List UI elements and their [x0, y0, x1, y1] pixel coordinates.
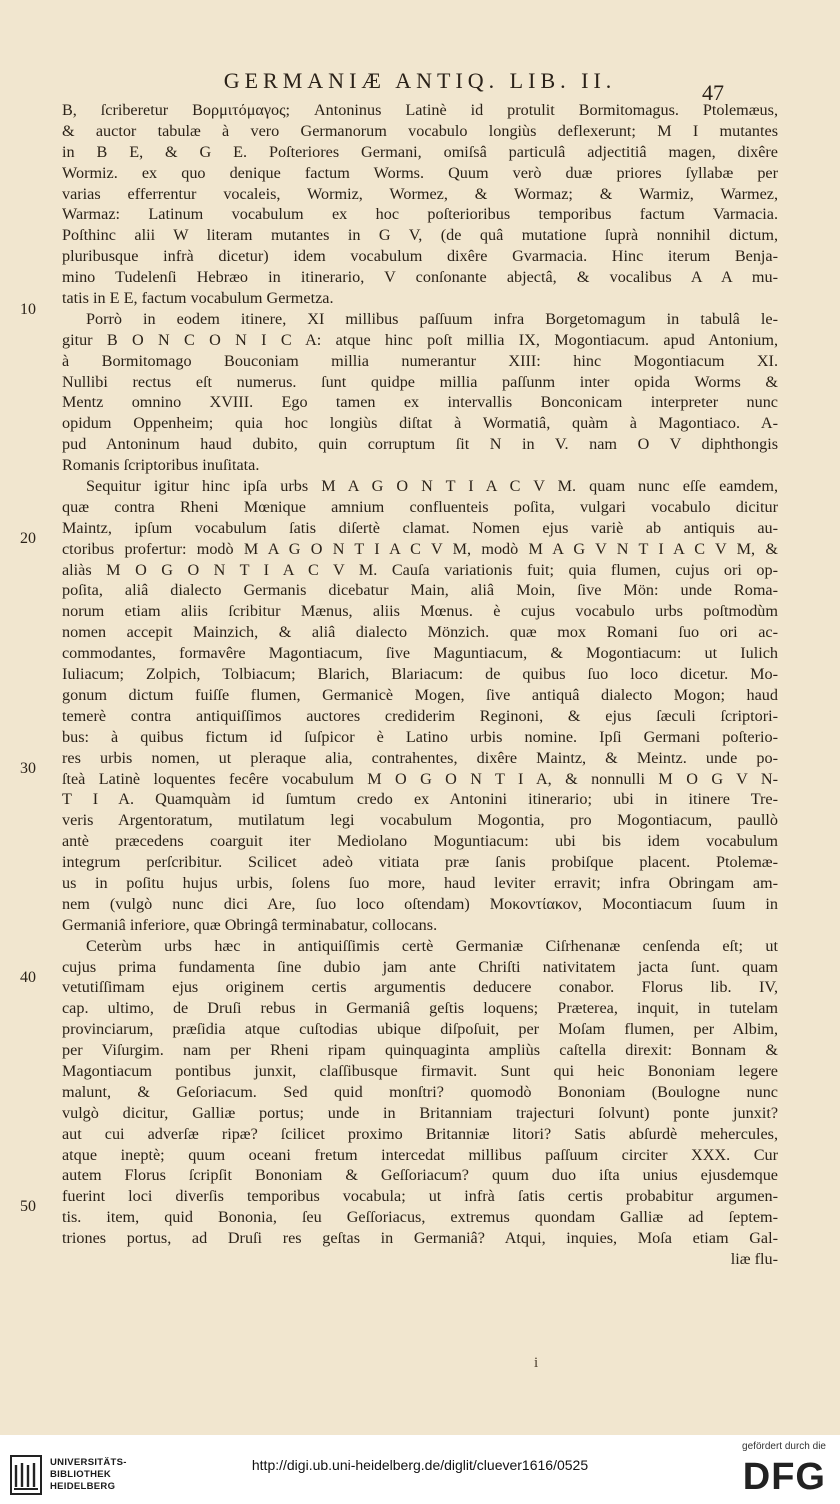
- text-line: temerè contra antiquiſſimos auctores crediderim Reginoni, & ejus ſæculi ſcriptori-: [62, 706, 778, 725]
- text-line: ctoribus profertur: modò M A G O N T I A C V M, modò M A G V N T I A C V M, &: [62, 539, 778, 558]
- text-line: in B E, & G E. Poſteriores Germani, omiſsâ particulâ adjectitiâ magen, dixêre: [62, 142, 778, 161]
- text-line: provinciarum, præſidia atque cuſtodias ubique diſpoſuit, per Moſam flumen, per Albim,: [62, 1020, 778, 1039]
- text-line: mino Tudelenſi Hebræo in itinerario, V conſonante abjectâ, & vocalibus A A mu-: [62, 268, 778, 287]
- text-line: gonum dictum fuiſſe flumen, Germanicè Mogen, ſive antiquâ dialecto Mogon; haud: [62, 685, 778, 704]
- dfg-logo: DFG: [742, 1456, 826, 1498]
- text-line: opidum Oppenheim; quia hoc longiùs diſtat à Wormatiâ, quàm à Magontiaco. A-: [62, 414, 778, 433]
- text-line: aliàs M O G O N T I A C V M. Cauſa variationis fuit; quia flumen, cujus ori op-: [62, 560, 778, 579]
- text-line: integrum perſcribitur. Scilicet adeò vitiata præ ſanis probiſque placent. Ptolemæ-: [62, 853, 778, 872]
- text-line: Nullibi rectus eſt numerus. ſunt quidpe millia paſſunm inter opida Worms &: [62, 372, 778, 391]
- text-line: quæ contra Rheni Mœnique amnium confluenteis poſita, vulgari vocabulo dicitur: [62, 497, 778, 516]
- text-line: & auctor tabulæ à vero Germanorum vocabulo longiùs deflexerunt; M I mutantes: [62, 121, 778, 140]
- funding-note: gefördert durch die: [742, 1441, 826, 1452]
- text-line: tis. item, quid Bononia, ſeu Geſſoriacus, extremus quondam Galliæ ad ſeptem-: [62, 1208, 778, 1227]
- text-line: pud Antoninum haud dubito, quin corruptum ſit N in V. nam O V diphthongis: [62, 435, 778, 454]
- text-line: Porrò in eodem itinere, XI millibus paſſuum infra Borgetomagum in tabulâ le-: [86, 309, 778, 328]
- text-line: vulgò dicitur, Galliæ portus; unde in Britanniam trajecturi ſolvunt) ponte junxit?: [62, 1103, 778, 1122]
- text-line: nomen accepit Mainzich, & aliâ dialecto Mönzich. quæ mox Romani ſuo ori ac-: [62, 623, 778, 642]
- footer: [0, 1435, 840, 1504]
- signature-mark: i: [534, 1355, 539, 1371]
- line-number: 20: [20, 530, 36, 547]
- text-line: varias efferrentur vocaleis, Wormiz, Wormez, & Wormaz; & Warmiz, Warmez,: [62, 184, 778, 203]
- text-line: tatis in E E, factum vocabulum Germetza.: [62, 289, 334, 308]
- text-line: T I A. Quamquàm id ſumtum credo ex Antonini itinerario; ubi in itinere Tre-: [62, 790, 778, 809]
- text-line: fuerint loci diverſis temporibus vocabula; ut infrà ſatis certis probabitur argumen-: [62, 1187, 778, 1206]
- text-line: aut cui adverſæ ripæ? ſcilicet proximo Britanniæ litori? Satis abſurdè mehercules,: [62, 1124, 778, 1143]
- text-line: Ceterùm urbs hæc in antiquiſſimis certè Germaniæ Ciſrhenanæ cenſenda eſt; ut: [86, 936, 778, 955]
- text-line: à Bormitomago Bouconiam millia numerantur XIII: hinc Mogontiacum XI.: [62, 351, 778, 370]
- text-line: poſita, aliâ dialecto Germanis dicebatur Main, aliâ Moin, ſive Mön: unde Roma-: [62, 581, 778, 600]
- text-line: Magontiacum pontibus junxit, claſſibusque firmavit. Sunt qui heic Bononiam legere: [62, 1061, 778, 1080]
- line-number: 50: [20, 1198, 36, 1215]
- text-line: Warmaz: Latinum vocabulum ex hoc poſterioribus temporibus factum Varmacia.: [62, 205, 778, 224]
- text-line: commodantes, formavêre Magontiacum, ſive Maguntiacum, & Mogontiacum: ut Iulich: [62, 644, 778, 663]
- text-line: veris Argentoratum, mutilatum legi vocabulum Mogontia, pro Mogontiacum, paullò: [62, 811, 778, 830]
- line-number: 10: [20, 301, 36, 318]
- running-head: GERMANIÆ ANTIQ. LIB. II.: [223, 68, 617, 93]
- text-line: autem Florus ſcripſit Bononiam & Geſſoriacum? quum duo iſta unius ejusdemque: [62, 1166, 778, 1185]
- text-line: Germaniâ inferiore, quæ Obringâ terminabatur, collocans.: [62, 915, 438, 934]
- text-line: norum etiam aliis ſcribitur Mænus, aliis Mœnus. è cujus vocabulo urbs poſtmodùm: [62, 602, 778, 621]
- line-number: 30: [20, 760, 36, 777]
- text-line: us in poſitu hujus urbis, ſolens ſuo more, haud leviter erravit; infra Obringam am-: [62, 873, 778, 892]
- text-line: Maintz, ipſum vocabulum ſatis diſertè clamat. Nomen ejus variè ab antiquis au-: [62, 518, 778, 537]
- text-line: gitur B O N C O N I C A: atque hinc poſt millia IX, Mogontiacum. apud Antonium,: [62, 330, 778, 349]
- text-line: Mentz omnino XVIII. Ego tamen ex intervallis Bonconicam interpreter nunc: [62, 393, 778, 412]
- text-line: vetutiſſimam ejus originem certis argumentis deducere conabor. Florus lib. IV,: [62, 978, 778, 997]
- text-line: Poſthinc alii W literam mutantes in G V, (de quâ mutatione ſuprà nonnihil dictum,: [62, 226, 778, 245]
- text-line: Sequitur igitur hinc ipſa urbs M A G O N T I A C V M. quam nunc eſſe eamdem,: [86, 477, 778, 496]
- source-url[interactable]: http://digi.ub.uni-heidelberg.de/diglit/cluever1616/0525: [251, 1457, 589, 1473]
- text-line: antè præcedens coarguit iter Mediolano Moguntiacum: ubi bis idem vocabulum: [62, 832, 778, 851]
- text-line: cap. ultimo, de Druſi rebus in Germaniâ geſtis loquens; Præterea, inquit, in tutelam: [62, 999, 778, 1018]
- line-number: 40: [20, 969, 36, 986]
- text-line: Iuliacum; Zolpich, Tolbiacum; Blarich, Blariacum: de quibus ſuo loco dicetur. Mo-: [62, 665, 778, 684]
- text-line: pluribusque infrà dicetur) idem vocabulum dixêre Gvarmacia. Hinc iterum Benja-: [62, 247, 778, 266]
- text-line: malunt, & Geſoriacum. Sed quid monſtri? quomodò Bononiam (Boulogne nunc: [62, 1082, 778, 1101]
- text-line: B, ſcriberetur Βορμιτόμαγος; Antoninus Latinè id protulit Bormitomagus. Ptolemæus,: [62, 101, 778, 119]
- text-line: ſteà Latinè loquentes fecêre vocabulum M O G O N T I A, & nonnulli M O G V N-: [62, 769, 778, 788]
- text-block: [62, 100, 778, 1270]
- text-line: triones portus, ad Druſi res geſtas in Germaniâ? Atqui, inquies, Moſa etiam Gal-: [62, 1229, 778, 1248]
- text-line: Romanis ſcriptoribus inuſitata.: [62, 456, 260, 475]
- text-line: atque ineptè; quum oceani fretum intercedat millibus paſſuum circiter XXX. Cur: [62, 1145, 778, 1164]
- text-line: cujus prima fundamenta ſine dubio jam ante Chriſti nativitatem jacta ſunt. quam: [62, 957, 778, 976]
- text-line: per Viſurgim. nam per Rheni ripam quinquaginta ampliùs caſtella direxit: Bonnam &: [62, 1041, 778, 1060]
- text-line: Wormiz. ex quo denique factum Worms. Quum verò duæ priores ſyllabæ per: [62, 163, 778, 182]
- text-line: liæ flu-: [730, 1249, 778, 1268]
- text-line: nem (vulgò nunc dici Are, ſuo loco oſtendam) Μοκοντίακον, Mocontiacum ſuum in: [62, 894, 778, 913]
- library-name-line: UNIVERSITÄTS- BIBLIOTHEK HEIDELBERG: [50, 1457, 127, 1492]
- text-line: res urbis nomen, ut pleraque alia, contrahentes, dixêre Maintz, & Meintz. unde po-: [62, 748, 778, 767]
- page-number: 47: [702, 80, 724, 105]
- text-line: bus: à quibus fictum id ſuſpicor è Latino urbis nomine. Ipſi Germani poſterio-: [62, 727, 778, 746]
